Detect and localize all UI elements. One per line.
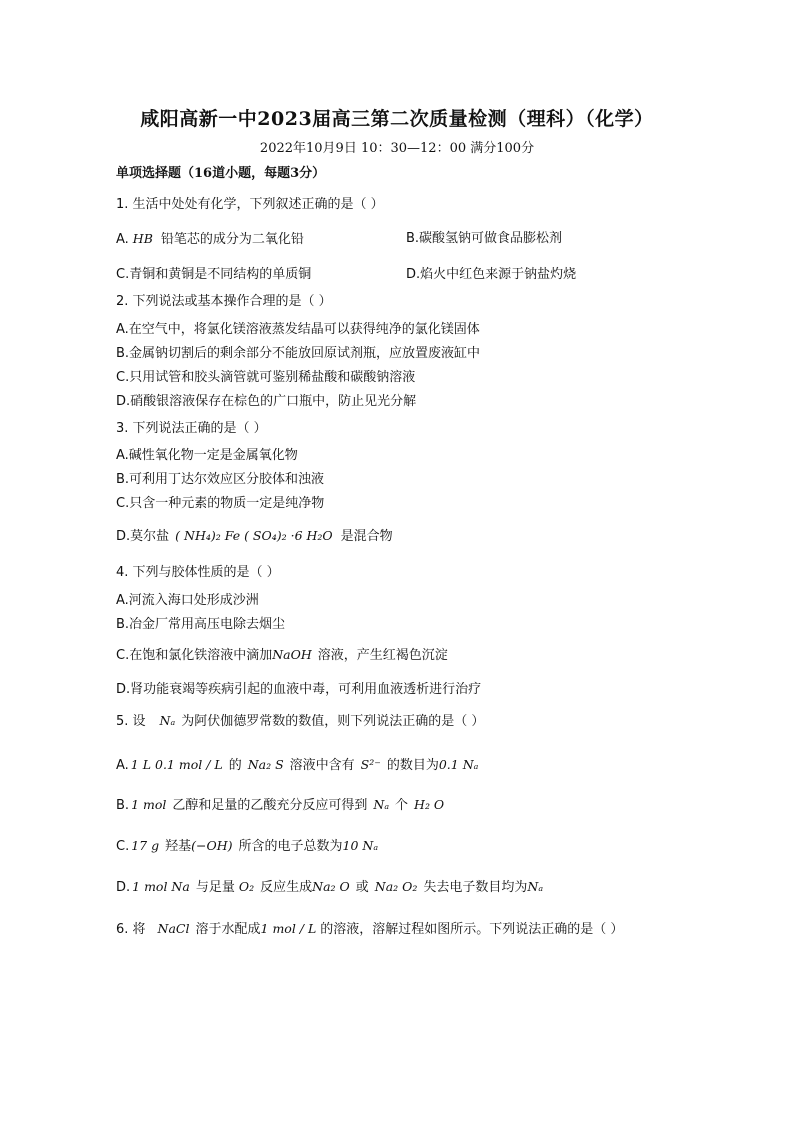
q5-b-text2: 个 [395,798,409,813]
page-title: 咸阳高新一中2023届高三第二次质量检测（理科）（化学） [140,108,654,130]
q5-option-c [116,838,378,855]
q5-d-text1: 与足量 [195,880,235,895]
q5-c-math2: (−OH) [191,838,233,853]
q5-b-math1: 1 mol [131,797,167,812]
q5-b-text1: 乙醇和足量的乙酸充分反应可得到 [172,798,368,813]
q5-c-prefix: C. [116,839,130,854]
q5-a-text3: 的数目为 [386,758,439,773]
q4-option-c [116,647,448,664]
q5-d-text4: 失去电子数目均为 [423,880,528,895]
q5-d-text3: 或 [355,880,369,895]
q5-c-text2: 所含的电子总数为 [238,839,343,854]
q5-d-math1: 1 mol Na [132,879,190,894]
q5-a-math2: Na₂ S [247,757,284,772]
q2-option-d: D.硝酸银溶液保存在棕色的广口瓶中，防止见光分解 [116,394,417,409]
q1-option-a [116,231,304,248]
q3-option-d [116,528,393,545]
q3-option-a: A.碱性氧化物一定是金属氧化物 [116,448,298,463]
q4-c-math: NaOH [272,647,312,662]
q1-option-c: C.青铜和黄铜是不同结构的单质铜 [116,267,312,282]
section-heading: 单项选择题（16道小题，每题3分） [116,166,326,181]
q5-d-math4: Na₂ O₂ [374,879,418,894]
q5-b-math3: H₂ O [414,797,445,812]
q2-stem: 2. 下列说法或基本操作合理的是（ ） [116,294,332,309]
q1-a-math: HB [132,231,153,246]
q3-d-formula: ( NH₄)₂ Fe ( SO₄)₂ ·6 H₂O [175,528,333,543]
q6-text1: 溶于水配成 [195,922,261,937]
q4-c-prefix: C.在饱和氯化铁溶液中滴加 [116,648,273,663]
q4-option-d: D.肾功能衰竭等疾病引起的血液中毒，可利用血液透析进行治疗 [116,682,482,697]
q6-math1: NaCl [157,921,190,936]
q5-option-a [116,757,478,774]
q5-a-math1: 1 L 0.1 mol / L [130,757,223,772]
q3-option-c: C.只含一种元素的物质一定是纯净物 [116,496,325,511]
q5-stem-suffix: 为阿伏伽德罗常数的数值，则下列说法正确的是（ ） [181,714,485,729]
q1-option-d: D.焰火中红色来源于钠盐灼烧 [406,267,577,282]
exam-info: 2022年10月9日 10：30—12：00 满分100分 [259,141,535,156]
q2-option-b: B.金属钠切割后的剩余部分不能放回原试剂瓶，应放置废液缸中 [116,346,481,361]
q5-stem-prefix: 5. 设 [116,714,146,729]
q6-stem [116,921,623,938]
q1-stem: 1. 生活中处处有化学，下列叙述正确的是（ ） [116,197,384,212]
q4-option-a: A.河流入海口处形成沙洲 [116,593,259,608]
q3-d-prefix: D.莫尔盐 [116,529,170,544]
q2-option-a: A.在空气中，将氯化镁溶液蒸发结晶可以获得纯净的氯化镁固体 [116,322,480,337]
q5-d-math5: Nₐ [527,879,544,894]
q4-stem: 4. 下列与胶体性质的是（ ） [116,565,280,580]
q3-stem: 3. 下列说法正确的是（ ） [116,421,267,436]
q5-option-b [116,797,444,814]
q3-d-suffix: 是混合物 [340,529,393,544]
q2-option-c: C.只用试管和胶头滴管就可鉴别稀盐酸和碳酸钠溶液 [116,370,416,385]
q5-d-text2: 反应生成 [260,880,313,895]
q1-option-b: B.碳酸氢钠可做食品膨松剂 [406,231,563,246]
q5-a-math4: 0.1 Nₐ [438,757,479,772]
q5-stem-math: Nₐ [159,713,176,728]
q5-c-math1: 17 g [131,838,160,853]
q1-a-prefix: A. [116,232,129,247]
q5-a-math3: S²⁻ [360,757,381,772]
q5-b-prefix: B. [116,798,130,813]
q5-d-math2: O₂ [238,879,255,894]
q6-text2: 的溶液，溶解过程如图所示。下列说法正确的是（ ） [320,922,624,937]
q5-option-d [116,879,543,896]
q5-a-text1: 的 [228,758,242,773]
q6-math2: 1 mol / L [260,921,317,936]
q5-a-prefix: A. [116,758,129,773]
q5-stem [116,713,484,730]
q5-d-math3: Na₂ O [312,879,350,894]
q5-a-text2: 溶液中含有 [289,758,355,773]
q1-a-text: 铅笔芯的成分为二氧化铅 [160,232,304,247]
q5-c-text1: 羟基 [165,839,192,854]
q5-c-math3: 10 Nₐ [342,838,379,853]
q5-b-math2: Nₐ [373,797,390,812]
q4-c-suffix: 溶液，产生红褐色沉淀 [317,648,448,663]
q5-d-prefix: D. [116,880,131,895]
q3-option-b: B.可利用丁达尔效应区分胶体和浊液 [116,472,325,487]
q6-prefix: 6. 将 [116,922,146,937]
q4-option-b: B.冶金厂常用高压电除去烟尘 [116,617,286,632]
